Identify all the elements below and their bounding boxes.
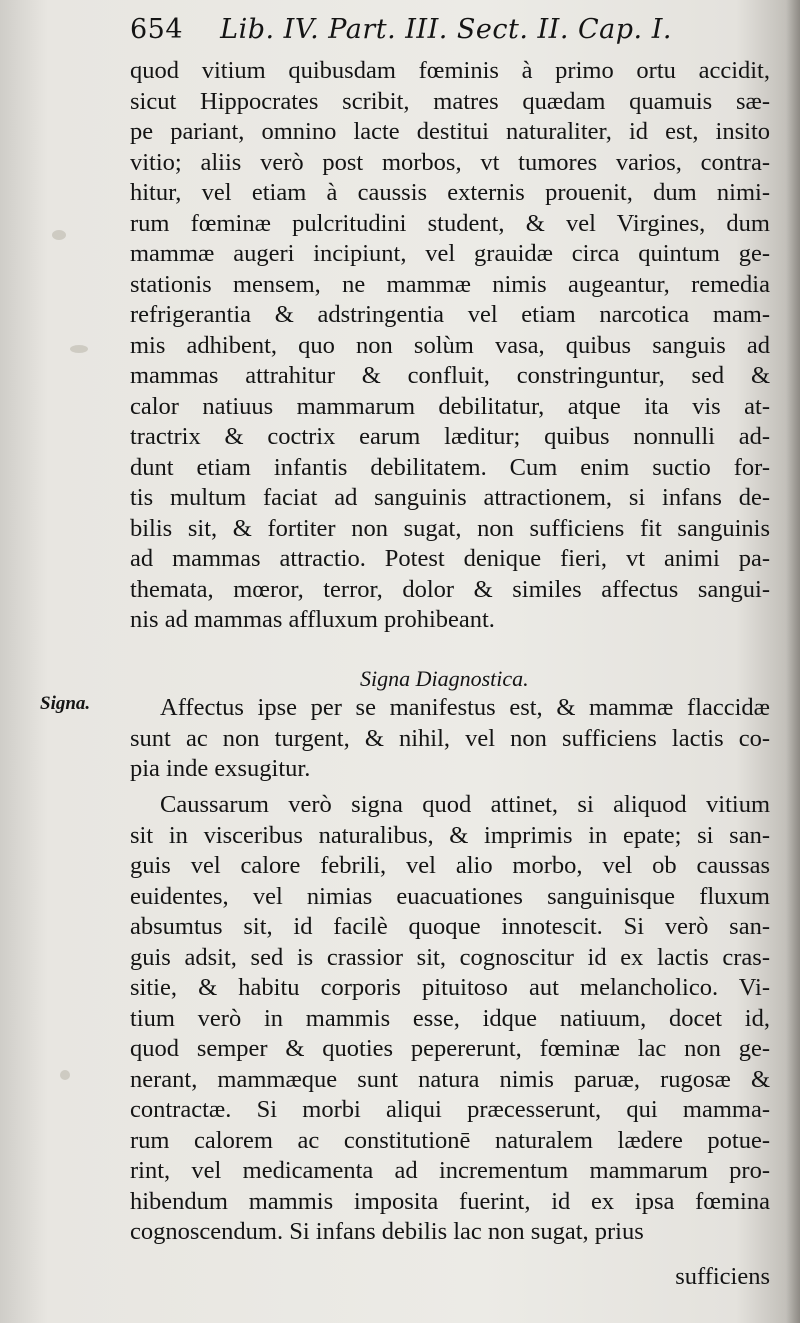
text-line: calor natiuus mammarum debilitatur, atque ita vis at-	[130, 392, 770, 420]
text-line: pe pariant, omnino lacte destitui naturaliter, id est, insito	[130, 118, 770, 145]
text-line: nerant, mammæque sunt natura nimis paruæ, rugosæ &	[130, 1065, 770, 1093]
text-line: nis ad mammas affluxum prohibeant.	[130, 606, 495, 633]
ink-blot	[70, 345, 88, 353]
catchword: sufficiens	[675, 1263, 770, 1290]
text-line: sitie, & habitu corporis pituitoso aut melancholico. Vi-	[130, 974, 770, 1001]
text-line: mis adhibent, quo non solùm vasa, quibus sanguis ad	[130, 331, 770, 359]
text-line: cognoscendum. Si infans debilis lac non sugat, prius	[130, 1218, 644, 1245]
text-line: sunt ac non turgent, & nihil, vel non sufficiens lactis co-	[130, 724, 770, 752]
text-line: Caussarum verò signa quod attinet, si aliquod vitium	[160, 791, 770, 818]
running-header	[130, 14, 672, 45]
text-line: rum calorem ac constitutionē naturalem lædere potue-	[130, 1126, 770, 1154]
text-line: mammæ augeri incipiunt, vel grauidæ circa quintum ge-	[130, 240, 770, 267]
section-heading: Signa Diagnostica.	[360, 666, 529, 691]
text-line: hitur, vel etiam à caussis externis prouenit, dum nimi-	[130, 179, 770, 206]
text-line: refrigerantia & adstringentia vel etiam narcotica mam-	[130, 301, 770, 328]
text-line: dunt etiam infantis debilitatem. Cum enim suctio for-	[130, 453, 770, 481]
text-line: rum fœminæ pulcritudini student, & vel Virgines, dum	[130, 209, 770, 237]
text-line: hibendum mammis imposita fuerint, id ex ipsa fœmina	[130, 1187, 770, 1215]
text-line: sit in visceribus naturalibus, & imprimis in epate; si san-	[130, 821, 770, 849]
ink-blot	[60, 1070, 70, 1080]
text-line: tractrix & coctrix earum læditur; quibus nonnulli ad-	[130, 423, 770, 450]
ink-blot	[52, 230, 66, 240]
text-line: quod semper & quoties pepererunt, fœminæ lac non ge-	[130, 1035, 770, 1062]
text-line: euidentes, vel nimias euacuationes sanguinisque fluxum	[130, 882, 770, 910]
text-line: tium verò in mammis esse, idque natiuum, docet id,	[130, 1004, 770, 1032]
paragraph-causes	[130, 56, 770, 636]
margin-note: Signa.	[40, 693, 91, 714]
text-line: tis multum faciat ad sanguinis attractionem, si infans de-	[130, 484, 770, 511]
text-line: guis adsit, sed is crassior sit, cognoscitur id ex lactis cras-	[130, 943, 770, 971]
text-line: rint, vel medicamenta ad incrementum mammarum pro-	[130, 1157, 770, 1184]
text-line: pia inde exsugitur.	[130, 755, 311, 782]
text-line: absumtus sit, id facilè quoque innotescit. Si verò san-	[130, 913, 770, 940]
catchword-wrap	[130, 1262, 770, 1293]
text-line: ad mammas attractio. Potest denique fieri, vt animi pa-	[130, 545, 770, 572]
paragraph-signs	[130, 693, 770, 785]
page-gutter-shadow	[786, 0, 800, 1323]
text-line: bilis sit, & fortiter non sugat, non sufficiens fit sanguinis	[130, 514, 770, 542]
text-line: Affectus ipse per se manifestus est, & mammæ flaccidæ	[160, 694, 770, 721]
section-heading-wrap	[130, 664, 770, 694]
running-title: Lib. IV. Part. III. Sect. II. Cap. I.	[220, 14, 672, 45]
paragraph-cause-signs	[130, 790, 770, 1248]
text-line: guis vel calore febrili, vel alio morbo, vel ob caussas	[130, 852, 770, 879]
text-line: quod vitium quibusdam fœminis à primo ortu accidit,	[130, 57, 770, 84]
text-line: vitio; aliis verò post morbos, vt tumores varios, contra-	[130, 148, 770, 176]
text-line: mammas attrahitur & confluit, constringuntur, sed &	[130, 362, 770, 389]
text-line: contractæ. Si morbi aliqui præcesserunt, qui mamma-	[130, 1096, 770, 1123]
text-line: stationis mensem, ne mammæ nimis augeantur, remedia	[130, 270, 770, 298]
text-line: themata, mœror, terror, dolor & similes affectus sangui-	[130, 575, 770, 603]
page-number: 654	[130, 14, 184, 45]
text-line: sicut Hippocrates scribit, matres quædam quamuis sæ-	[130, 87, 770, 115]
